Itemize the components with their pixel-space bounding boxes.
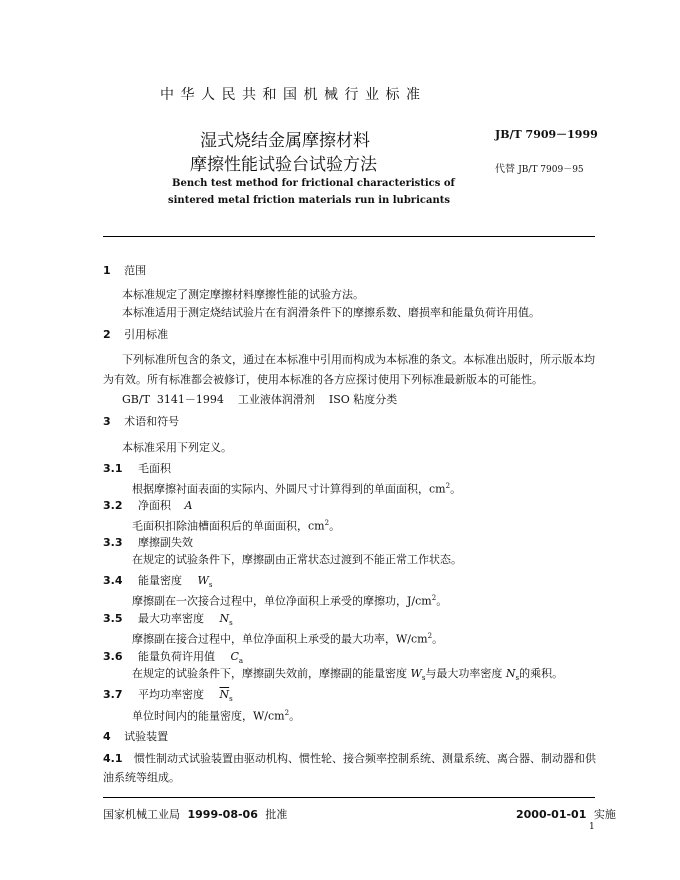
term-title: 平均功率密度 [138,688,204,701]
section-3-heading [103,413,179,429]
term-3-5 [103,610,233,627]
term-symbol: C [230,650,239,663]
symbol-subscript: s [421,674,426,683]
definition-text: 惯性制动式试验装置由驱动机构、惯性轮、接合频率控制系统、测量系统、离合器、制动器和供 [134,752,596,765]
definition-text: 毛面积扣除油槽面积后的单面面积，cm [132,519,325,533]
symbol-subscript: s [208,581,213,590]
definition-text: 摩擦副在接合过程中，单位净面积上承受的最大功率，W/cm [132,632,428,646]
definition-end: 。 [450,482,462,496]
definition-text: 与最大功率密度 [425,667,503,680]
approval-date: 1999-08-06 [187,808,258,821]
header-rule [103,236,595,237]
paragraph: 油系统等组成。 [103,771,180,784]
replaces-value: JB/T 7909－95 [518,165,584,175]
issuer: 国家机械工业局 [103,808,180,821]
title-en-line-2: sintered metal friction materials run in lubricants [168,195,450,206]
section-4-heading [103,728,168,744]
term-title: 摩擦副失效 [138,536,193,549]
superscript: 2 [324,519,330,527]
term-definition: 在规定的试验条件下，摩擦副由正常状态过渡到不能正常工作状态。 [132,553,462,566]
replaces-label: 代替 [495,164,515,175]
term-3-1 [103,460,171,476]
section-number: 2 [103,328,111,341]
term-definition [132,626,443,650]
term-title: 能量密度 [138,574,182,587]
approval-line [103,806,287,822]
issuing-body-heading: 中华人民共和国机械行业标准 [160,87,427,103]
term-3-4 [103,572,212,589]
term-title: 净面积 [138,499,171,512]
title-en-line-1: Bench test method for frictional characteristics of [172,178,455,189]
definition-text: 在规定的试验条件下，摩擦副失效前，摩擦副的能量密度 [132,667,407,680]
paragraph: 为有效。所有标准都会被修订，使用本标准的各方应探讨使用下列标准最新版本的可能性。 [103,373,543,386]
page-number: 1 [589,822,595,832]
definition-text: 单位时间内的能量密度，W/cm [132,709,285,723]
definition-end: 。 [289,709,301,723]
paragraph: 下列标准所包含的条文，通过在本标准中引用而构成为本标准的条文。本标准出版时，所示版本均 [122,353,595,366]
definition-text: 的乘积。 [519,667,564,680]
section-title: 范围 [124,264,147,277]
term-3-2 [103,497,192,513]
definition-text: 摩擦副在一次接合过程中，单位净面积上承受的摩擦功，J/cm [132,594,432,608]
implementation-label: 实施 [593,808,616,821]
term-definition [132,703,300,727]
term-number: 3.3 [103,536,123,549]
term-symbol: $\overline{N}$ [219,688,230,701]
section-number: 4 [103,730,111,743]
definition-end: 。 [432,632,444,646]
replaces-note [495,160,584,175]
section-title: 引用标准 [124,328,169,341]
term-symbol: W [197,574,209,587]
term-4-1 [103,749,596,769]
symbol-subscript: s [515,674,520,683]
title-cn-line-2: 摩擦性能试验台试验方法 [190,155,377,175]
paragraph: 本标准适用于测定烧结试验片在有润滑条件下的摩擦系数、磨损率和能量负荷许用值。 [122,306,540,319]
term-3-7 [103,686,233,703]
section-1-heading [103,262,146,278]
footer-rule [103,797,595,798]
reference-standard: GB/T 3141－1994 工业液体润滑剂 ISO 粘度分类 [122,393,398,406]
term-title: 能量负荷许用值 [138,650,215,663]
approval-label: 批准 [265,808,288,821]
term-definition [132,664,563,688]
implementation-date: 2000-01-01 [516,808,587,821]
term-number: 3.7 [103,688,123,701]
superscript: 2 [284,709,290,717]
title-cn-line-1: 湿式烧结金属摩擦材料 [200,131,370,151]
symbol-n: N [505,667,516,680]
section-title: 术语和符号 [124,415,180,428]
symbol-w: W [410,667,422,680]
term-3-6 [103,648,243,665]
term-title: 毛面积 [138,462,171,475]
paragraph: 本标准采用下列定义。 [122,441,232,454]
term-number: 4.1 [103,752,123,765]
symbol-subscript: s [229,619,233,628]
symbol-subscript: a [238,657,244,666]
definition-end: 。 [329,519,341,533]
term-number: 3.5 [103,612,123,625]
term-title: 最大功率密度 [138,612,204,625]
term-definition [132,588,447,612]
section-number: 1 [103,264,111,277]
term-number: 3.1 [103,462,123,475]
section-2-heading [103,326,168,342]
standard-number: JB/T 7909－1999 [495,128,598,141]
term-symbol: N [219,612,230,625]
term-symbol: A [184,499,193,512]
superscript: 2 [445,482,451,490]
superscript: 2 [427,632,433,640]
definition-text: 根据摩擦衬面表面的实际内、外圆尺寸计算得到的单面面积，cm [132,482,446,496]
term-3-3 [103,534,193,550]
superscript: 2 [431,594,437,602]
paragraph: 本标准规定了测定摩擦材料摩擦性能的试验方法。 [122,288,364,301]
section-title: 试验装置 [124,730,169,743]
implementation-line [516,806,616,822]
symbol-subscript: s [229,695,233,704]
term-number: 3.6 [103,650,123,663]
term-number: 3.4 [103,574,123,587]
section-number: 3 [103,415,111,428]
definition-end: 。 [436,594,448,608]
term-number: 3.2 [103,499,123,512]
